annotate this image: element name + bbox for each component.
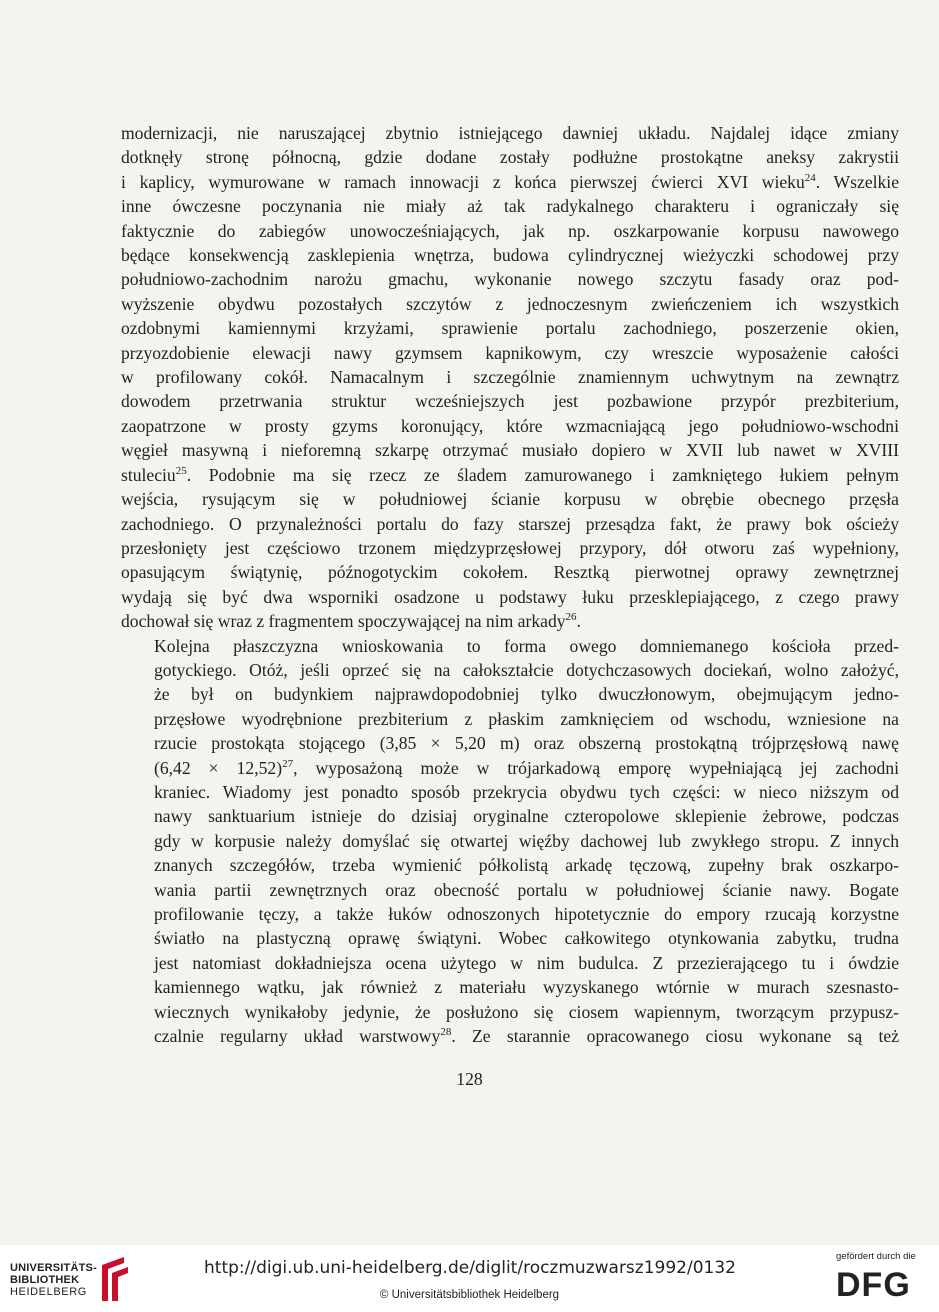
- viewer-footer: [0, 1245, 939, 1312]
- text-line: wydają się być dwa wsporniki osadzone u podstawy łuku przesklepiającego, z czego prawy: [121, 586, 899, 607]
- footnote-ref[interactable]: 27: [282, 757, 294, 770]
- text-line: kamiennego wątku, jak również z materiału wyzyskanego wtórnie w murach szesnasto-: [154, 977, 899, 998]
- text-line: gdy w korpusie należy domyślać się otwartej więźby dachowej lub zwykłego stropu. Z innych: [154, 830, 899, 851]
- text-line: węgieł masywną i nieforemną szkarpę otrzymać musiało dopiero w XVII lub nawet w XVIII: [121, 440, 899, 461]
- text-line: profilowanie tęczy, a także łuków odnoszonych hipotetycznie do empory rzucają korzystne: [154, 904, 899, 924]
- text-line: przęsłowe wyodrębnione prezbiterium z płaskim zamknięciem od wschodu, wzniesione na: [154, 708, 899, 729]
- footnote-ref[interactable]: 26: [565, 611, 577, 624]
- text-line: zachodniego. O przynależności portalu do fazy starszej przesądza fakt, że prawy bok ościeży: [121, 513, 899, 534]
- funding-caption: gefördert durch die: [836, 1251, 916, 1262]
- text-line: przesłonięty jest częściowo trzonem międzyprzęsłowej przypory, dół otworu zaś wypełniony,: [121, 537, 899, 558]
- library-name-line-2: BIBLIOTHEK: [10, 1274, 80, 1286]
- text-line: zaopatrzone w prosty gzyms koronujący, które wzmacniającą jego południowo-wschodni: [121, 415, 899, 436]
- text-line: światło na plastyczną oprawę świątyni. Wobec całkowitego otynkowania zabytku, trudna: [154, 928, 899, 949]
- text-line: będące konsekwencją zasklepienia wnętrza, budowa cylindrycznej wieżyczki schodowej przy: [121, 245, 899, 266]
- paragraph-1: [121, 121, 899, 634]
- library-name-line-3: HEIDELBERG: [10, 1286, 87, 1298]
- text-line: opasującym świątynię, późnogotyckim cokołem. Resztką pierwotnej oprawy zewnętrznej: [121, 562, 899, 583]
- footnote-ref[interactable]: 25: [175, 464, 187, 477]
- text-line: wiecznych wynikałoby jedynie, że posłużono się ciosem wapiennym, tworzącym przypusz-: [154, 1001, 899, 1022]
- paragraph-2: [121, 634, 899, 1049]
- text-line: znanych szczegółów, trzeba wymienić półkolistą arkadę tęczową, zupełny brak oszkarpo-: [154, 855, 899, 876]
- text-line: przyozdobienie elewacji nawy gzymsem kapnikowym, czy wreszcie wyposażenie całości: [121, 342, 899, 363]
- page-number: 128: [456, 1069, 483, 1089]
- text-line: wyższenie obydwu pozostałych szczytów z jednoczesnym zwieńczeniem ich wszystkich: [121, 293, 899, 314]
- text-line: stuleciu$^{25}$. Podobnie ma się rzecz ze śladem zamurowanego i zamkniętego łukiem pełnym: [121, 464, 899, 485]
- text-line: dowodem przetrwania struktur wcześniejszych jest pozbawione przypór prezbiterium,: [121, 391, 899, 412]
- text-line: dochował się wraz z fragmentem spoczywającej na nim arkady$^{26}$.: [121, 611, 581, 632]
- text-line: kraniec. Wiadomy jest ponadto sposób przekrycia obydwu tych części: w nieco niższym od: [154, 781, 899, 802]
- text-line: ozdobnymi kamiennymi krzyżami, sprawienie portalu zachodniego, poszerzenie okien,: [121, 318, 899, 339]
- body-text: [121, 121, 899, 1048]
- text-line: w profilowany cokół. Namacalnym i szczególnie znamiennym uchwytnym na zewnątrz: [121, 367, 899, 388]
- text-line: że był on budynkiem najprawdopodobniej tylko dwuczłonowym, obejmującym jedno-: [154, 684, 899, 705]
- text-line: i kaplicy, wymurowane w ramach innowacji z końca pierwszej ćwierci XVI wieku$^{24}$. Wszelkie: [121, 171, 900, 192]
- text-line: rzucie prostokąta stojącego (3,85 × 5,20 m) oraz obszerną prostokątną trójprzęsłową nawę: [154, 733, 899, 754]
- text-line: gotyckiego. Otóż, jeśli oprzeć się na całokształcie dotychczasowych dociekań, wolno założyć,: [154, 659, 899, 680]
- dfg-logo-text: DFG: [836, 1267, 911, 1299]
- text-line: modernizacji, nie naruszającej zbytnio istniejącego dawniej układu. Najdalej idące zmiany: [121, 123, 899, 143]
- text-line: faktycznie do zabiegów unowocześniających, jak np. oszkarpowanie korpusu nawowego: [121, 220, 899, 241]
- text-line: $(6,42 \times 12,52)^{27}$, wyposażoną może w trójarkadową emporę wypełniającą jej zachodni: [154, 757, 899, 778]
- footnote-ref[interactable]: 24: [804, 171, 816, 184]
- text-line: dotknęły stronę północną, gdzie dodane zostały podłużne prostokątne aneksy zakrystii: [121, 147, 899, 168]
- dfg-logo-icon[interactable]: [836, 1267, 928, 1299]
- library-name-line-1: UNIVERSITÄTS-: [10, 1262, 97, 1274]
- footnote-ref[interactable]: 28: [440, 1026, 452, 1039]
- text-line: jest natomiast dokładniejsza ocena użytego w nim budulca. Z przezierającego tu i ówdzie: [154, 952, 899, 973]
- text-line: wania partii zewnętrznych oraz obecność portalu w południowej ścianie nawy. Bogate: [154, 879, 899, 900]
- text-line: południowo-zachodnim narożu gmachu, wykonanie nowego szczytu fasady oraz pod-: [121, 269, 899, 290]
- text-line: inne ówczesne poczynania nie miały aż tak radykalnego charakteru i ograniczały się: [121, 196, 899, 217]
- text-line: Kolejna płaszczyzna wnioskowania to forma owego domniemanego kościoła przed-: [154, 635, 899, 656]
- text-line: czalnie regularny układ warstwowy$^{28}$. Ze starannie opracowanego ciosu wykonane są też: [154, 1026, 900, 1047]
- text-line: wejścia, rysującym się w południowej ścianie korpusu w obrębie obecnego przęsła: [121, 489, 899, 510]
- text-line: nawy sanktuarium istnieje do dzisiaj oryginalne czteropolowe sklepienie żebrowe, podczas: [154, 806, 899, 827]
- permalink-url[interactable]: http://digi.ub.uni-heidelberg.de/diglit/roczmuzwarsz1992/0132: [204, 1258, 736, 1278]
- copyright-notice: © Universitätsbibliothek Heidelberg: [379, 1289, 560, 1301]
